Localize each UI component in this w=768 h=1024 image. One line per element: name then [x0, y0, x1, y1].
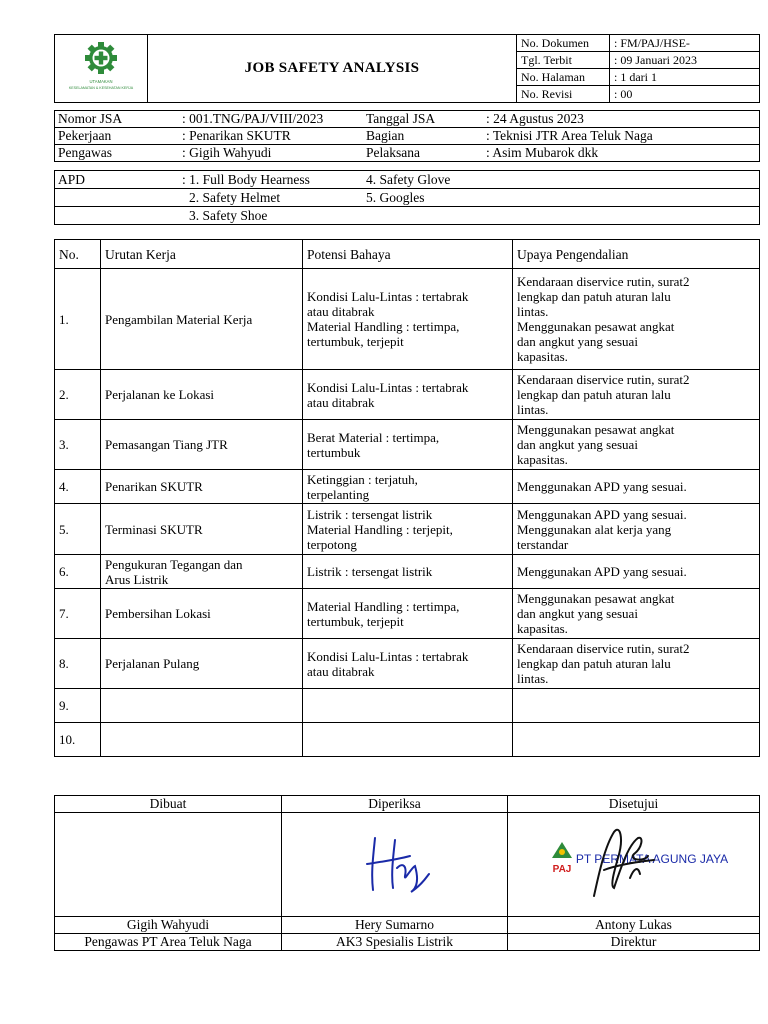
header-urutan: Urutan Kerja — [101, 240, 303, 269]
row-no: 4. — [55, 470, 101, 504]
row-potensi — [303, 689, 513, 723]
row-no: 1. — [55, 269, 101, 370]
table-row — [55, 639, 760, 689]
row-potensi: Listrik : tersengat listrik Material Handling : terjepit, terpotong — [303, 504, 513, 555]
apd-table — [54, 170, 760, 225]
table-row — [55, 420, 760, 470]
dibuat-name: Gigih Wahyudi — [55, 917, 282, 934]
document-header — [54, 34, 760, 103]
dibuat-signature-box — [55, 813, 282, 917]
diperiksa-name: Hery Sumarno — [282, 917, 508, 934]
header-potensi: Potensi Bahaya — [303, 240, 513, 269]
disetujui-label: Disetujui — [508, 796, 760, 813]
pekerjaan-value: : Penarikan SKUTR — [179, 128, 363, 145]
header-upaya: Upaya Pengendalian — [513, 240, 760, 269]
pekerjaan-label: Pekerjaan — [55, 128, 180, 145]
row-urutan: Penarikan SKUTR — [101, 470, 303, 504]
logo-caption-1: UTAMAKAN — [89, 79, 113, 84]
row-urutan: Terminasi SKUTR — [101, 504, 303, 555]
row-no: 5. — [55, 504, 101, 555]
company-logo — [552, 842, 572, 875]
table-row — [55, 470, 760, 504]
pengawas-label: Pengawas — [55, 145, 180, 162]
jsa-table — [54, 239, 760, 757]
bagian-label: Bagian — [363, 128, 483, 145]
row-upaya: Kendaraan diservice rutin, surat2 lengkap dan patuh aturan lalu lintas. — [513, 370, 760, 420]
row-potensi: Kondisi Lalu-Lintas : tertabrak atau ditabrak Material Handling : tertimpa, tertumbuk, terjepit — [303, 269, 513, 370]
table-row — [55, 269, 760, 370]
document-title: JOB SAFETY ANALYSIS — [148, 35, 517, 103]
meta-value: : 1 dari 1 — [614, 70, 657, 84]
table-row — [55, 589, 760, 639]
table-header-row — [55, 240, 760, 269]
disetujui-role: Direktur — [508, 934, 760, 951]
table-row — [55, 555, 760, 589]
apd-item: 3. Safety Shoe — [179, 207, 363, 225]
disetujui-signature-box — [508, 813, 760, 917]
apd-empty — [55, 189, 180, 207]
row-no: 8. — [55, 639, 101, 689]
row-urutan: Pemasangan Tiang JTR — [101, 420, 303, 470]
row-upaya: Kendaraan diservice rutin, surat2 lengkap dan patuh aturan lalu lintas. Menggunakan pesawat angkat dan angkut yang sesuai kapasitas. — [513, 269, 760, 370]
row-no: 10. — [55, 723, 101, 757]
meta-label: Tgl. Terbit — [517, 52, 610, 68]
meta-label: No. Revisi — [517, 86, 610, 102]
diperiksa-signature — [355, 828, 435, 898]
bagian-value: : Teknisi JTR Area Teluk Naga — [483, 128, 760, 145]
row-no: 6. — [55, 555, 101, 589]
apd-label: APD — [55, 171, 180, 189]
dibuat-role: Pengawas PT Area Teluk Naga — [55, 934, 282, 951]
meta-row — [517, 69, 759, 86]
row-upaya: Kendaraan diservice rutin, surat2 lengkap dan patuh aturan lalu lintas. — [513, 639, 760, 689]
info-table — [54, 110, 760, 162]
diperiksa-role: AK3 Spesialis Listrik — [282, 934, 508, 951]
row-urutan — [101, 723, 303, 757]
meta-row — [517, 52, 759, 69]
row-no: 2. — [55, 370, 101, 420]
row-urutan: Pengambilan Material Kerja — [101, 269, 303, 370]
apd-empty — [55, 207, 180, 225]
diperiksa-signature-box — [282, 813, 508, 917]
table-row — [55, 504, 760, 555]
row-urutan: Pembersihan Lokasi — [101, 589, 303, 639]
k3-logo — [55, 35, 148, 103]
row-urutan: Perjalanan Pulang — [101, 639, 303, 689]
disetujui-name: Antony Lukas — [508, 917, 760, 934]
tanggal-value: : 24 Agustus 2023 — [483, 111, 760, 128]
company-logo-text: PAJ — [552, 863, 571, 875]
logo-caption-2: KESELAMATAN & KESEHATAN KERJA — [68, 86, 134, 90]
meta-value: : FM/PAJ/HSE- — [614, 36, 690, 50]
row-upaya — [513, 723, 760, 757]
meta-label: No. Halaman — [517, 69, 610, 85]
nomor-value: : 001.TNG/PAJ/VIII/2023 — [179, 111, 363, 128]
apd-item: 2. Safety Helmet — [179, 189, 363, 207]
row-potensi: Berat Material : tertimpa, tertumbuk — [303, 420, 513, 470]
apd-item: : 1. Full Body Hearness — [179, 171, 363, 189]
row-potensi: Listrik : tersengat listrik — [303, 555, 513, 589]
row-upaya: Menggunakan APD yang sesuai. — [513, 470, 760, 504]
row-upaya — [513, 689, 760, 723]
row-upaya: Menggunakan pesawat angkat dan angkut yang sesuai kapasitas. — [513, 589, 760, 639]
dibuat-label: Dibuat — [55, 796, 282, 813]
row-upaya: Menggunakan pesawat angkat dan angkut yang sesuai kapasitas. — [513, 420, 760, 470]
nomor-label: Nomor JSA — [55, 111, 180, 128]
table-row — [55, 689, 760, 723]
pelaksana-label: Pelaksana — [363, 145, 483, 162]
row-potensi: Ketinggian : terjatuh, terpelanting — [303, 470, 513, 504]
row-no: 7. — [55, 589, 101, 639]
row-urutan: Pengukuran Tegangan dan Arus Listrik — [101, 555, 303, 589]
row-no: 3. — [55, 420, 101, 470]
meta-row — [517, 86, 759, 102]
apd-item: 4. Safety Glove — [363, 171, 760, 189]
row-no: 9. — [55, 689, 101, 723]
document-meta — [517, 35, 760, 103]
row-potensi: Kondisi Lalu-Lintas : tertabrak atau ditabrak — [303, 370, 513, 420]
table-row — [55, 723, 760, 757]
apd-item: 5. Googles — [363, 189, 760, 207]
pengawas-value: : Gigih Wahyudi — [179, 145, 363, 162]
row-urutan: Perjalanan ke Lokasi — [101, 370, 303, 420]
meta-value: : 09 Januari 2023 — [614, 53, 697, 67]
row-upaya: Menggunakan APD yang sesuai. Menggunakan alat kerja yang terstandar — [513, 504, 760, 555]
diperiksa-label: Diperiksa — [282, 796, 508, 813]
row-potensi: Kondisi Lalu-Lintas : tertabrak atau ditabrak — [303, 639, 513, 689]
row-potensi — [303, 723, 513, 757]
meta-row — [517, 35, 759, 52]
meta-value: : 00 — [614, 87, 633, 101]
meta-label: No. Dokumen — [517, 35, 610, 51]
apd-empty — [363, 207, 760, 225]
gear-cross-icon — [59, 38, 143, 96]
signature-table — [54, 795, 760, 951]
table-row — [55, 370, 760, 420]
row-potensi: Material Handling : tertimpa, tertumbuk, terjepit — [303, 589, 513, 639]
disetujui-signature-stamp — [534, 818, 734, 908]
tanggal-label: Tanggal JSA — [363, 111, 483, 128]
header-no: No. — [55, 240, 101, 269]
company-name: PT PERMATA AGUNG JAYA — [575, 851, 728, 866]
row-urutan — [101, 689, 303, 723]
pelaksana-value: : Asim Mubarok dkk — [483, 145, 760, 162]
row-upaya: Menggunakan APD yang sesuai. — [513, 555, 760, 589]
